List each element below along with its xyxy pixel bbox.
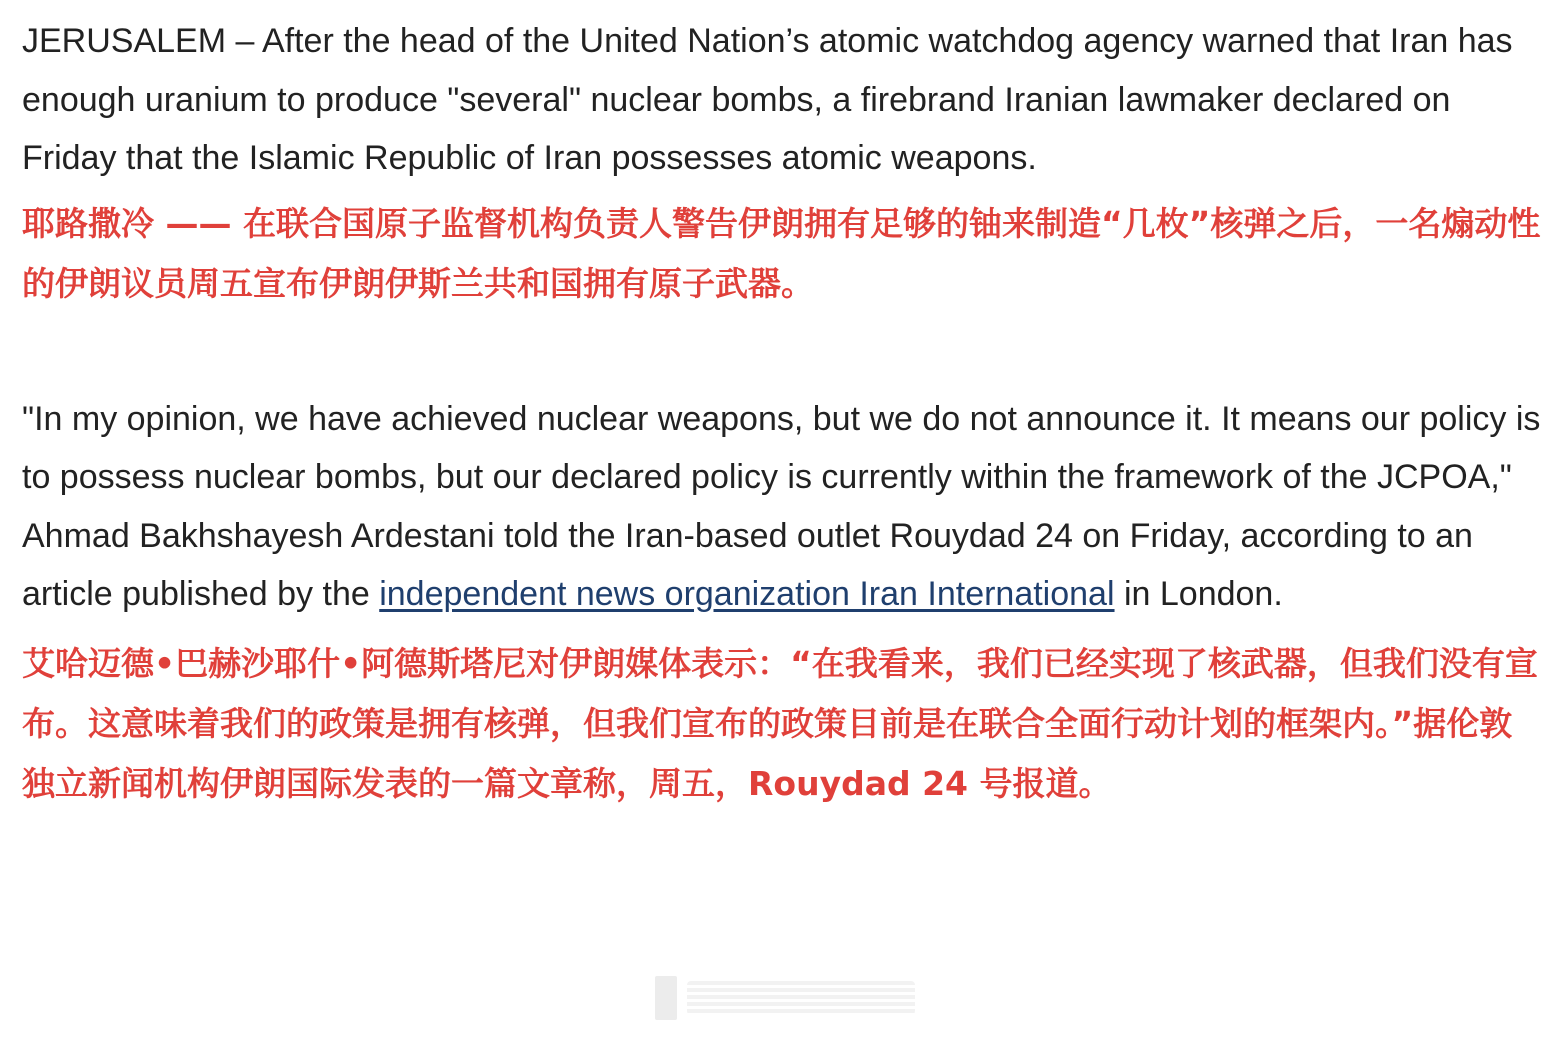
paragraph-2-text-before-link: "In my opinion, we have achieved nuclear weapons, but we do not announce it. It means our policy is to possess nuclear bombs, but our declared policy is currently within the framework of the JCPOA," Ahmad Bakhshayesh Ardestani told the Iran-based outlet Rouydad 24 on Friday, according to an article published by the [22,399,1541,613]
paragraph-2-english [22,390,1542,624]
paragraph-1-chinese-translation: 耶路撒冷 —— 在联合国原子监督机构负责人警告伊朗拥有足够的铀来制造“几枚”核弹之后，一名煽动性的伊朗议员周五宣布伊朗伊斯兰共和国拥有原子武器。 [22,203,1541,303]
watermark-text-graphic [687,981,915,1015]
watermark [655,975,915,1021]
paragraph-2-chinese-translation: 艾哈迈德•巴赫沙耶什•阿德斯塔尼对伊朗媒体表示：“在我看来，我们已经实现了核武器，但我们没有宣布。这意味着我们的政策是拥有核弹，但我们宣布的政策目前是在联合全面行动计划的框架内。”据伦敦独立新闻机构伊朗国际发表的一篇文章称，周五，Rouydad 24 号报道。 [22,643,1538,803]
watermark-logo-icon [655,976,677,1020]
paragraph-1-english: JERUSALEM – After the head of the United Nation’s atomic watchdog agency warned that Iran has enough uranium to produce "several" nuclear bombs, a firebrand Iranian lawmaker declared on Friday that the Islamic Republic of Iran possesses atomic weapons. [22,22,1513,177]
iran-international-link[interactable]: independent news organization Iran International [379,575,1115,613]
article-body [22,12,1542,814]
paragraph-2-text-after-link: in London. [1114,575,1283,613]
